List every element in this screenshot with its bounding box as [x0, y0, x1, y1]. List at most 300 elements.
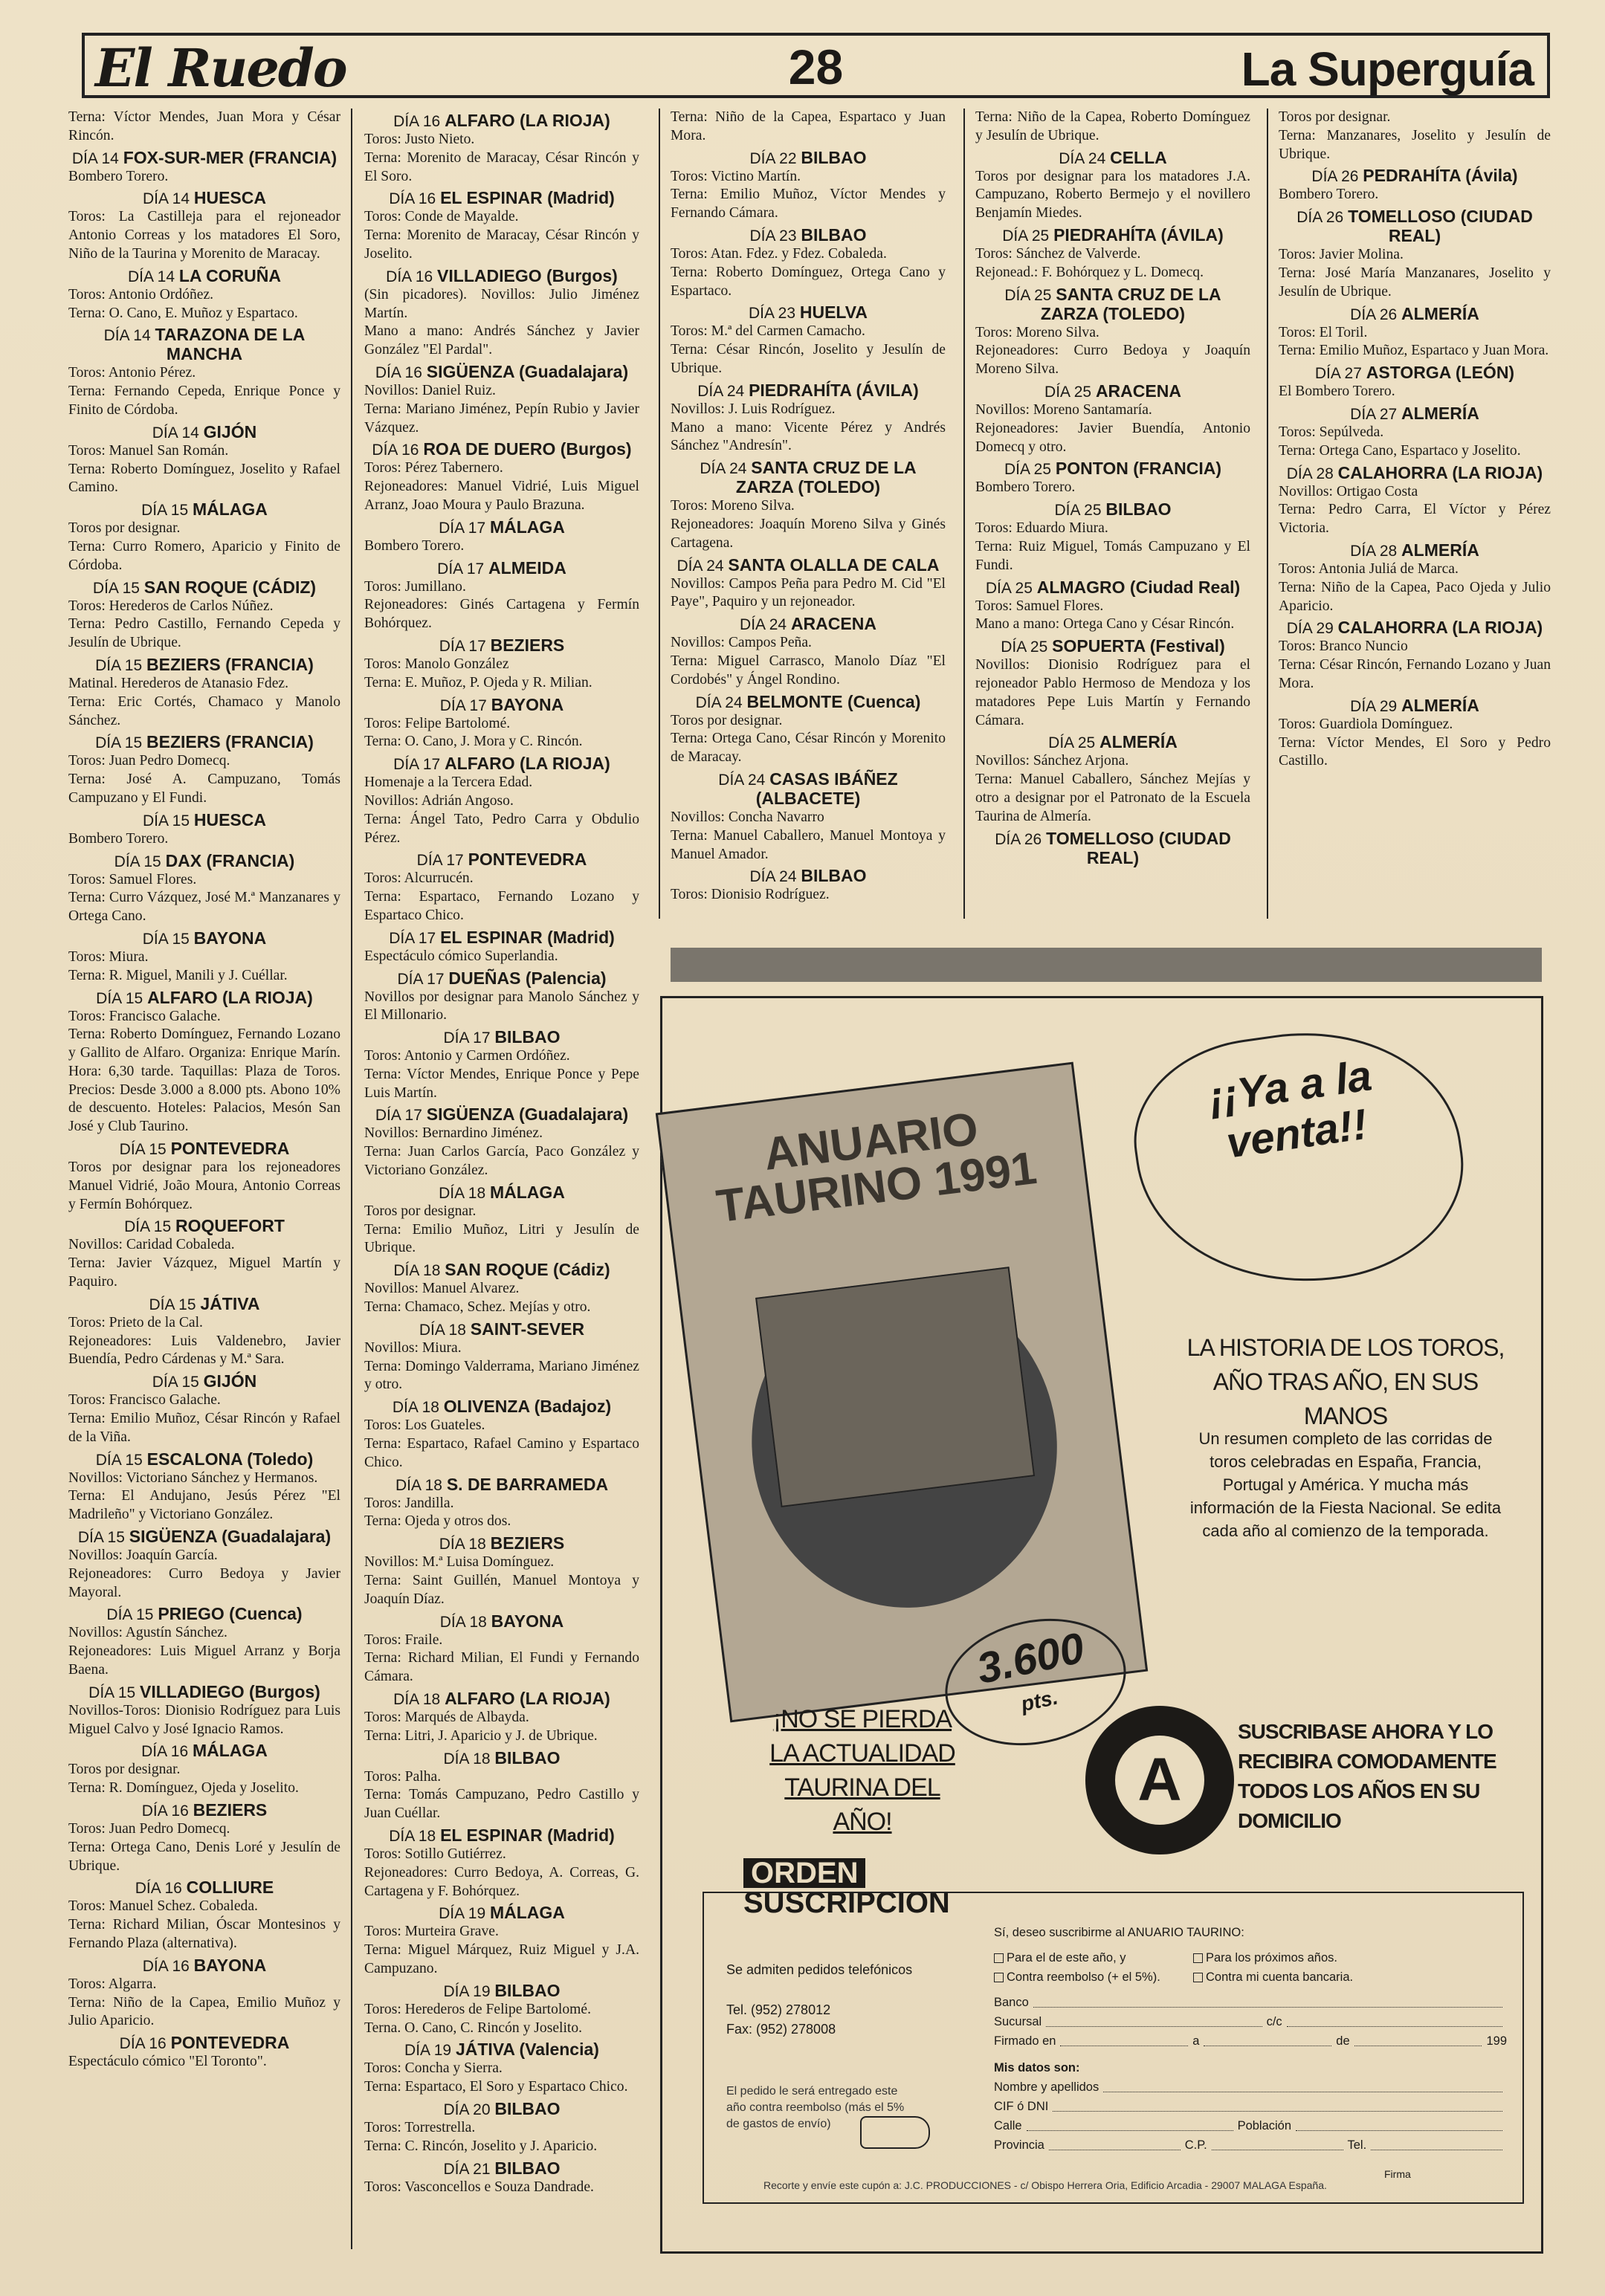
event-place: SANTA OLALLA DE CALA	[728, 554, 940, 575]
event-day: DÍA 14	[152, 424, 199, 442]
event-place: ALFARO (LA RIOJA)	[445, 754, 610, 774]
event-detail: Terna: José María Manzanares, Joselito y Jesulín de Ubrique.	[1279, 265, 1551, 300]
event-detail: Novillos: J. Luis Rodríguez.	[671, 401, 836, 417]
event-place: BEZIERS	[490, 1533, 565, 1553]
event-day: DÍA 20	[443, 2101, 491, 2118]
event-detail: Toros: Manuel Schez. Cobaleda.	[68, 1898, 258, 1915]
event-day: DÍA 16	[393, 113, 441, 130]
field-label: Calle	[994, 2119, 1022, 2132]
event-heading	[68, 1956, 340, 1976]
event-detail: Terna: Saint Guillén, Manuel Montoya y Joaquín Díaz.	[364, 1573, 639, 1607]
provincia-field[interactable]	[994, 2135, 1507, 2155]
event-detail: Toros: Herederos de Felipe Bartolomé.	[364, 2001, 591, 2017]
event-heading	[364, 850, 639, 870]
checkbox[interactable]	[994, 1973, 1004, 1982]
delivery-note: El pedido le será entregado este año contra reembolso (más el 5% de gastos de envío)	[726, 2085, 905, 2130]
event-heading	[671, 693, 946, 712]
event-detail: Rejonead.: F. Bohórquez y L. Domecq.	[975, 264, 1204, 280]
event-place: HUESCA	[193, 188, 266, 208]
event-day: DÍA 24	[740, 616, 787, 634]
event-day: DÍA 26	[1350, 305, 1398, 323]
event-detail: Bombero Torero.	[68, 830, 169, 847]
event-detail: Terna: Curro Vázquez, José M.ª Manzanares y Ortega Cano.	[68, 890, 340, 925]
nombre-field[interactable]	[994, 2077, 1507, 2097]
event-detail: Toros: Branco Nuncio	[1279, 638, 1408, 655]
event-detail: Toros: Jandilla.	[364, 1495, 454, 1511]
event-day: DÍA 17	[437, 560, 485, 578]
event-detail: Terna: Espartaco, El Soro y Espartaco Chico.	[364, 2079, 628, 2095]
event-heading	[364, 1183, 639, 1203]
checkbox[interactable]	[994, 1953, 1004, 1963]
event-place: ALMERÍA	[1401, 303, 1479, 323]
event-day: DÍA 28	[1350, 542, 1398, 560]
event-heading	[68, 1605, 340, 1624]
event-day: DÍA 24	[695, 693, 743, 711]
event-heading	[671, 770, 946, 809]
event-day: DÍA 16	[119, 2035, 167, 2053]
mis-datos-label: Mis datos son:	[994, 2061, 1080, 2075]
event-heading	[364, 1904, 639, 1923]
event-place: BAYONA	[491, 694, 564, 714]
event-detail: Novillos: Adrián Angoso.	[364, 792, 514, 809]
event-place: CALAHORRA (LA RIOJA)	[1337, 618, 1543, 638]
event-detail: Novillos: Sánchez Arjona.	[975, 753, 1129, 769]
event-day: DÍA 27	[1314, 365, 1362, 383]
orden-label: ORDEN	[743, 1858, 865, 1888]
event-place: BILBAO	[494, 1980, 561, 2000]
event-detail: Novillos: Daniel Ruiz.	[364, 382, 496, 398]
event-day: DÍA 14	[127, 268, 175, 285]
event-day: DÍA 18	[439, 1184, 486, 1202]
event-day: DÍA 26	[995, 830, 1042, 848]
event-day: DÍA 15	[114, 853, 161, 870]
event-heading	[364, 363, 639, 382]
event-place: ALMERÍA	[1401, 695, 1479, 715]
no-se-pierda-label: ¡NO SE PIERDA LA ACTUALIDAD TAURINA DEL AÑO!	[769, 1705, 955, 1836]
event-detail: Novillos: Caridad Cobaleda.	[68, 1237, 235, 1253]
event-detail: Matinal. Herederos de Atanasio Fdez.	[68, 675, 288, 691]
event-heading	[975, 500, 1250, 520]
event-detail: Toros por designar.	[68, 520, 181, 537]
event-place: BAYONA	[193, 1955, 267, 1975]
event-place: SIGÜENZA (Guadalajara)	[426, 1105, 629, 1125]
event-detail: Toros: Herederos de Carlos Núñez.	[68, 598, 274, 614]
event-place: SANTA CRUZ DE LA ZARZA (TOLEDO)	[735, 458, 917, 497]
event-place: VILLADIEGO (Burgos)	[437, 265, 618, 285]
pointing-hand-icon	[860, 2116, 930, 2149]
event-place: ALFARO (LA RIOJA)	[445, 1689, 610, 1709]
event-detail: Novillos: Ortigao Costa	[1279, 483, 1418, 499]
event-detail: Toros: Francisco Galache.	[68, 1392, 221, 1409]
event-heading	[68, 1878, 340, 1898]
event-place: MÁLAGA	[489, 517, 565, 537]
event-place: BILBAO	[801, 866, 867, 886]
event-detail: Novillos: Victoriano Sánchez y Hermanos.	[68, 1469, 318, 1486]
event-place: TOMELLOSO (CIUDAD REAL)	[1046, 828, 1231, 867]
event-place: PONTEVEDRA	[468, 850, 587, 870]
event-detail: Toros por designar para los matadores J.A. Campuzano, Roberto Bermejo y el novillero Benjamín Miedes.	[975, 168, 1250, 221]
event-day: DÍA 15	[77, 1529, 125, 1547]
event-day: DÍA 17	[439, 696, 487, 714]
event-detail: El Bombero Torero.	[1279, 384, 1395, 400]
event-heading	[364, 1261, 639, 1280]
subscription-form	[703, 1892, 1524, 2204]
event-detail: Toros: Eduardo Miura.	[975, 520, 1108, 537]
event-day: DÍA 17	[443, 1029, 491, 1047]
event-place: ALMERÍA	[1401, 540, 1479, 560]
event-place: TARAZONA DE LA MANCHA	[155, 325, 306, 364]
event-day: DÍA 25	[1048, 734, 1096, 752]
event-place: ROQUEFORT	[175, 1216, 285, 1236]
event-detail: Terna: Morenito de Maracay, César Rincón y Joselito.	[364, 227, 639, 262]
checkbox[interactable]	[1193, 1973, 1203, 1982]
event-detail: Terna: Morenito de Maracay, César Rincón y El Soro.	[364, 149, 639, 184]
option-label: Para el de este año, y	[1007, 1951, 1126, 1964]
event-detail: Bombero Torero.	[975, 479, 1076, 496]
event-heading	[68, 656, 340, 675]
event-place: SANTA CRUZ DE LA ZARZA (TOLEDO)	[1040, 284, 1221, 323]
event-detail: Terna: Ruiz Miguel, Tomás Campuzano y El Fundi.	[975, 538, 1250, 573]
field-label: CIF ó DNI	[994, 2100, 1049, 2113]
event-detail: Novillos-Toros: Dionisio Rodríguez para Luis Miguel Calvo y José Ignacio Ramos.	[68, 1702, 340, 1737]
event-day: DÍA 17	[393, 756, 441, 774]
event-detail: Terna: Ojeda y otros dos.	[364, 1513, 511, 1530]
event-heading	[68, 852, 340, 871]
event-detail: Toros: Sepúlveda.	[1279, 424, 1384, 440]
field-label: 199	[1486, 2034, 1508, 2048]
event-place: VILLADIEGO (Burgos)	[140, 1681, 320, 1701]
event-detail: Espectáculo cómico Superlandia.	[364, 948, 558, 964]
event-heading	[364, 1689, 639, 1709]
event-detail: Toros: La Castilleja para el rejoneador Antonio Correas y los matadores El Soro, Niño de la Taurina y Morenito de Maracay.	[68, 209, 340, 262]
event-heading	[975, 459, 1250, 479]
event-detail: Terna: Roberto Domínguez, Fernando Lozano y Gallito de Alfaro. Organiza: Enrique Marín. Hora: 6,30 tarde. Taquillas: Plaza de Toros. Precios: Desde 3.000 a 8.000 pts. Abono 10% de descuento. Hoteles: Palacios, Mesón San José y Club Taurino.	[68, 1026, 340, 1135]
field-label: Tel.	[1347, 2138, 1367, 2152]
event-detail: Terna: E. Muñoz, P. Ojeda y R. Milian.	[364, 674, 592, 691]
field-label: Sucursal	[994, 2015, 1042, 2028]
event-place: CASAS IBÁÑEZ (ALBACETE)	[755, 769, 898, 808]
fax-text: Fax: (952) 278008	[726, 2022, 836, 2037]
event-detail: Terna: Litri, J. Aparicio y J. de Ubrique.	[364, 1727, 598, 1744]
event-day: DÍA 15	[141, 502, 189, 520]
event-detail: Toros: Antonio y Carmen Ordóñez.	[364, 1048, 570, 1064]
event-detail: Terna: Eric Cortés, Chamaco y Manolo Sánchez.	[68, 693, 340, 728]
event-detail: Toros: M.ª del Carmen Camacho.	[671, 323, 865, 340]
event-detail: Terna: César Rincón, Fernando Lozano y Juan Mora.	[1279, 657, 1551, 691]
separator-band	[671, 948, 1542, 982]
event-heading	[68, 326, 340, 364]
event-heading	[1279, 696, 1551, 716]
event-heading	[68, 929, 340, 948]
event-day: DÍA 14	[103, 327, 151, 345]
event-detail: Terna: Niño de la Capea, Paco Ojeda y Julio Aparicio.	[1279, 579, 1551, 614]
event-place: S. DE BARRAMEDA	[446, 1474, 609, 1494]
event-place: BELMONTE (Cuenca)	[746, 691, 921, 711]
seal-letter: A	[1115, 1736, 1204, 1825]
event-heading	[68, 1527, 340, 1547]
event-day: DÍA 17	[389, 929, 436, 947]
event-detail: Mano a mano: Vicente Pérez y Andrés Sánchez "Andresín".	[671, 419, 946, 454]
event-place: BAYONA	[193, 928, 267, 948]
column-rule	[1267, 109, 1268, 919]
event-day: DÍA 14	[142, 190, 190, 208]
event-heading	[68, 1217, 340, 1236]
cif-field[interactable]	[994, 2097, 1507, 2116]
checkbox[interactable]	[1193, 1953, 1203, 1963]
event-detail: Rejoneadores: Curro Bedoya y Javier Mayoral.	[68, 1565, 340, 1600]
event-place: GIJÓN	[203, 421, 257, 442]
event-place: PRIEGO (Cuenca)	[158, 1604, 303, 1624]
event-detail: Toros: Pérez Tabernero.	[364, 460, 503, 476]
event-detail: Toros: Justo Nieto.	[364, 132, 475, 147]
event-detail: Terna: C. Rincón, Joselito y J. Aparicio.	[364, 2138, 598, 2154]
form-options-row	[994, 1948, 1507, 1967]
event-detail: Terna: Manuel Caballero, Sánchez Mejías y otro a designar por el Patronato de la Escuela Taurina de Almería.	[975, 772, 1250, 824]
event-detail: Toros: Juan Pedro Domecq.	[68, 1821, 230, 1837]
event-heading	[1279, 618, 1551, 638]
event-detail: Toros: Antonia Juliá de Marca.	[1279, 560, 1459, 577]
event-place: PONTEVEDRA	[170, 2033, 290, 2053]
event-place: EL ESPINAR (Madrid)	[440, 927, 615, 947]
event-heading	[68, 1683, 340, 1702]
event-detail: Terna: José A. Campuzano, Tomás Campuzano y El Fundi.	[68, 772, 340, 806]
option-label: Contra mi cuenta bancaria.	[1206, 1970, 1354, 1984]
event-heading	[671, 149, 946, 168]
event-detail: Toros: Fraile.	[364, 1632, 443, 1648]
event-heading	[364, 696, 639, 715]
event-day: DÍA 18	[393, 1262, 441, 1280]
form-contact-info	[726, 1960, 920, 2132]
firmado-field[interactable]	[994, 2031, 1507, 2051]
event-place: DAX (FRANCIA)	[165, 850, 295, 870]
event-detail: Toros: Antonio Pérez.	[68, 365, 196, 381]
event-place: HUESCA	[193, 809, 266, 830]
event-heading	[364, 1475, 639, 1495]
event-heading	[364, 2100, 639, 2119]
event-detail: Toros: Marqués de Albayda.	[364, 1710, 529, 1726]
event-heading	[68, 1139, 340, 1159]
event-place: BAYONA	[491, 1611, 564, 1631]
event-heading	[364, 1749, 639, 1768]
event-heading	[364, 1320, 639, 1339]
event-day: DÍA 26	[1311, 168, 1359, 186]
event-day: DÍA 16	[389, 190, 436, 208]
event-place: MÁLAGA	[192, 499, 268, 520]
anuario-seal-icon	[1085, 1706, 1234, 1854]
event-day: DÍA 15	[88, 1684, 136, 1701]
event-detail: Homenaje a la Tercera Edad.	[364, 775, 533, 791]
event-place: ESCALONA (Toledo)	[146, 1449, 314, 1469]
event-detail: Terna: Miguel Márquez, Ruiz Miguel y J.A. Campuzano.	[364, 1942, 639, 1976]
event-detail: Novillos por designar para Manolo Sánchez y El Millonario.	[364, 989, 639, 1024]
event-heading	[364, 1534, 639, 1553]
form-intro: Sí, deseo suscribirme al ANUARIO TAURINO:	[994, 1926, 1244, 1939]
event-detail: Rejoneadores: Curro Bedoya, A. Correas, G. Cartagena y F. Bohórquez.	[364, 1864, 639, 1899]
listings-column-3	[671, 109, 946, 905]
event-detail: Toros: Murteira Grave.	[364, 1924, 499, 1940]
listings-column-1	[68, 109, 340, 2072]
event-place: OLIVENZA (Badajoz)	[443, 1397, 612, 1417]
event-place: PIEDRAHÍTA (ÁVILA)	[1053, 224, 1224, 245]
firma-label: Firma	[1384, 2168, 1411, 2180]
event-day: DÍA 15	[95, 1451, 143, 1469]
event-place: ALMAGRO (Ciudad Real)	[1036, 577, 1241, 597]
event-detail: Terna: Richard Milian, Óscar Montesinos y Fernando Plaza (alternativa).	[68, 1917, 340, 1951]
event-day: DÍA 24	[697, 382, 745, 400]
event-day: DÍA 15	[95, 734, 143, 752]
event-place: ARACENA	[1095, 381, 1181, 401]
form-options-row	[994, 1967, 1507, 1987]
event-heading	[671, 615, 946, 634]
event-heading	[1279, 363, 1551, 383]
event-detail: Terna: Roberto Domínguez, Joselito y Rafael Camino.	[68, 461, 340, 496]
event-heading	[1279, 404, 1551, 424]
event-place: ASTORGA (LEÓN)	[1366, 363, 1515, 383]
event-place: BILBAO	[801, 147, 867, 167]
suscripcion-label: SUSCRIPCION	[743, 1886, 950, 1919]
event-day: DÍA 18	[395, 1476, 442, 1494]
event-place: BEZIERS	[193, 1800, 268, 1820]
event-day: DÍA 17	[397, 970, 445, 988]
event-detail: Terna: O. Cano, J. Mora y C. Rincón.	[364, 734, 583, 750]
ya-a-la-venta-text: ¡¡Ya a la venta!!	[1205, 1051, 1375, 1168]
no-se-pierda-text	[758, 1702, 966, 1839]
event-heading	[68, 500, 340, 520]
event-day: DÍA 15	[95, 656, 143, 674]
event-detail: Espectáculo cómico "El Toronto".	[68, 2054, 267, 2070]
event-heading	[671, 459, 946, 497]
event-detail: Novillos: Campos Peña.	[671, 635, 812, 651]
option-label: Contra reembolso (+ el 5%).	[1007, 1970, 1160, 1984]
event-day: DÍA 16	[135, 1880, 182, 1898]
event-day: DÍA 29	[1350, 697, 1398, 715]
event-day: DÍA 24	[718, 771, 766, 789]
event-heading	[975, 830, 1250, 868]
event-heading	[1279, 305, 1551, 324]
event-heading	[364, 267, 639, 286]
event-detail: Terna: Curro Romero, Aparicio y Finito de Córdoba.	[68, 538, 340, 573]
event-place: SOPUERTA (Festival)	[1052, 636, 1225, 656]
event-heading	[364, 754, 639, 774]
event-heading	[975, 578, 1250, 598]
event-day: DÍA 16	[142, 1957, 190, 1975]
event-day: DÍA 17	[439, 519, 486, 537]
event-day: DÍA 24	[1059, 149, 1106, 167]
event-detail: Terna. O. Cano, C. Rincón y Joselito.	[364, 2019, 583, 2036]
event-place: BILBAO	[494, 1027, 561, 1047]
event-heading	[1279, 207, 1551, 246]
event-place: BEZIERS (FRANCIA)	[146, 732, 314, 752]
event-heading	[364, 636, 639, 656]
event-place: BILBAO	[494, 2158, 561, 2178]
sucursal-field[interactable]	[994, 2012, 1507, 2031]
event-day: DÍA 23	[748, 305, 796, 323]
event-detail: Toros: Javier Molina.	[1279, 247, 1404, 263]
option-label: Para los próximos años.	[1206, 1951, 1337, 1964]
event-detail: Terna: Domingo Valderrama, Mariano Jiménez y otro.	[364, 1358, 639, 1393]
event-heading	[364, 2040, 639, 2060]
event-heading	[68, 149, 340, 168]
event-detail: Mano a mano: Ortega Cano y César Rincón.	[975, 616, 1235, 633]
event-detail: Bombero Torero.	[68, 168, 169, 184]
suscribase-text: SUSCRIBASE AHORA Y LO RECIBIRA COMODAMENTE TODOS LOS AÑOS EN SU DOMICILIO	[1238, 1720, 1496, 1832]
event-heading	[68, 1295, 340, 1314]
field-label: de	[1336, 2034, 1350, 2048]
event-day: DÍA 25	[1054, 502, 1102, 520]
event-day: DÍA 16	[141, 1802, 189, 1820]
event-place: MÁLAGA	[489, 1182, 565, 1202]
event-day: DÍA 14	[71, 149, 119, 167]
event-place: BEZIERS (FRANCIA)	[146, 654, 314, 674]
event-day: DÍA 15	[106, 1606, 154, 1624]
event-heading	[68, 1742, 340, 1761]
event-heading	[364, 1612, 639, 1632]
event-detail: Toros por designar.	[364, 1203, 477, 1219]
ad-body-text: Un resumen completo de las corridas de toros celebradas en España, Francia, Portugal y América. Y mucha más información de la Fiesta Nacional. Se edita cada año al comienzo de la temporada.	[1189, 1429, 1502, 1540]
event-heading	[68, 2034, 340, 2053]
event-heading	[68, 578, 340, 598]
logo: El Ruedo	[95, 37, 346, 99]
bullfight-photo	[755, 1267, 1035, 1507]
event-detail: Terna: Roberto Domínguez, Ortega Cano y Espartaco.	[671, 264, 946, 299]
event-detail: Toros: Jumillano.	[364, 578, 466, 595]
event-place: ROA DE DUERO (Burgos)	[423, 439, 632, 459]
field-label: Banco	[994, 1996, 1029, 2009]
event-heading	[68, 423, 340, 442]
event-place: LA CORUÑA	[178, 265, 282, 285]
event-detail: Terna: Niño de la Capea, Emilio Muñoz y Julio Aparicio.	[68, 1994, 340, 2029]
event-detail: Terna: R. Miguel, Manili y J. Cuéllar.	[68, 967, 288, 983]
event-place: BEZIERS	[490, 635, 565, 655]
event-detail: Terna: O. Cano, E. Muñoz y Espartaco.	[68, 305, 298, 321]
column-rule	[963, 109, 965, 919]
banco-field[interactable]	[994, 1993, 1507, 2012]
event-heading	[68, 733, 340, 752]
event-day: DÍA 22	[749, 149, 797, 167]
event-detail: Toros: Prieto de la Cal.	[68, 1314, 203, 1330]
event-detail: Rejoneadores: Manuel Vidrié, Luis Miguel Arranz, Joao Moura y Paulo Brazuna.	[364, 479, 639, 513]
event-heading	[364, 969, 639, 989]
event-heading	[1279, 541, 1551, 560]
event-detail: Terna: Chamaco, Schez. Mejías y otro.	[364, 1299, 591, 1316]
event-place: MÁLAGA	[192, 1741, 268, 1761]
event-day: DÍA 15	[124, 1218, 172, 1236]
event-place: BILBAO	[801, 224, 867, 245]
event-day: DÍA 15	[96, 989, 143, 1007]
event-day: DÍA 18	[393, 1691, 441, 1709]
calle-field[interactable]	[994, 2116, 1507, 2135]
event-heading	[364, 1397, 639, 1417]
event-day: DÍA 23	[749, 227, 797, 245]
event-day: DÍA 25	[1004, 286, 1052, 304]
event-detail: Toros: Antonio Ordóñez.	[68, 286, 214, 303]
price-unit: pts.	[1018, 1685, 1060, 1716]
event-detail: Toros por designar.	[671, 712, 783, 728]
event-place: SAN ROQUE (Cádiz)	[445, 1260, 610, 1280]
event-detail: Terna: Pedro Carra, El Víctor y Pérez Victoria.	[1279, 502, 1551, 537]
event-heading	[364, 111, 639, 131]
listings-column-2	[364, 109, 639, 2196]
event-heading	[671, 226, 946, 245]
event-heading	[364, 1982, 639, 2001]
event-place: SIGÜENZA (Guadalajara)	[426, 361, 629, 381]
event-place: PIEDRAHÍTA (ÁVILA)	[749, 380, 919, 400]
field-label: Nombre y apellidos	[994, 2080, 1099, 2094]
event-detail: Terna: Víctor Mendes, El Soro y Pedro Castillo.	[1279, 734, 1551, 769]
event-day: DÍA 15	[152, 1374, 199, 1391]
event-detail: Novillos: Bernardino Jiménez.	[364, 1125, 543, 1142]
event-heading	[68, 989, 340, 1008]
